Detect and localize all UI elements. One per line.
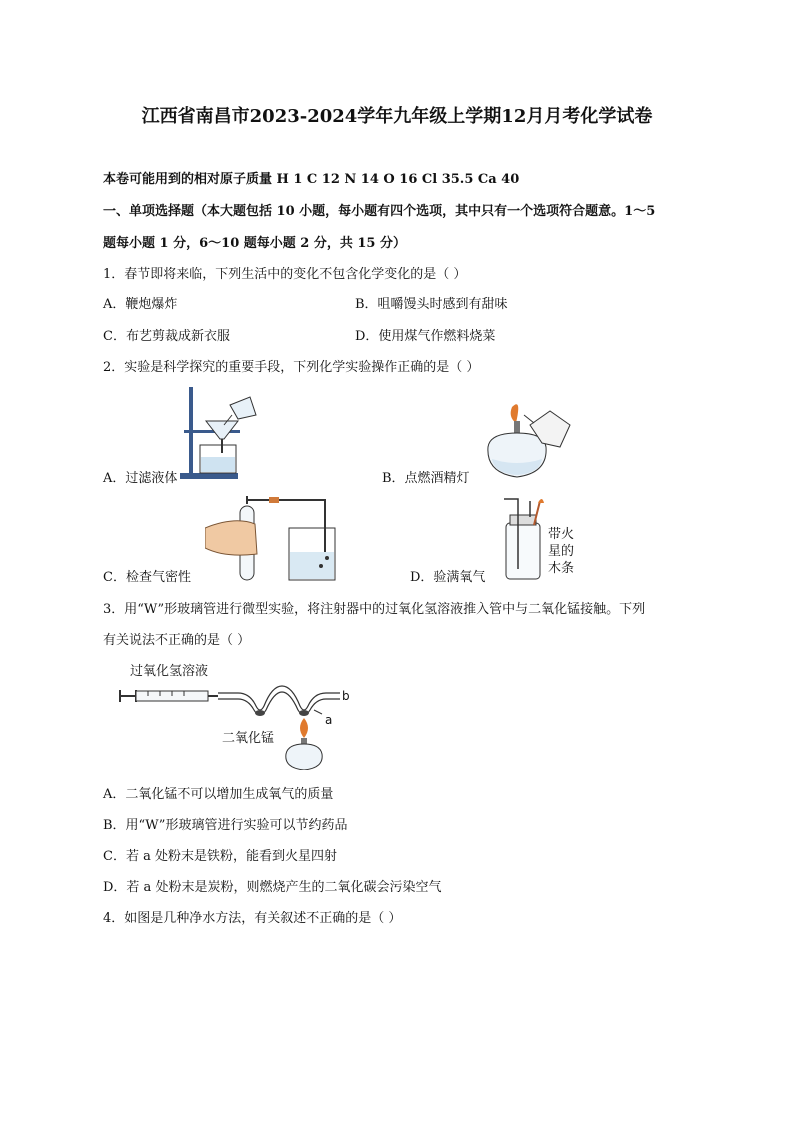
q1-option-d: D．使用煤气作燃料烧菜 <box>355 329 496 344</box>
hydrogen-peroxide-label: 过氧化氢溶液 <box>130 664 209 679</box>
q2-option-b: B．点燃酒精灯 <box>382 471 470 486</box>
glowing-splint-label-line2: 星的 <box>548 544 575 559</box>
q2-option-a: A．过滤液体 <box>103 471 178 486</box>
q2-stem: 2．实验是科学探究的重要手段，下列化学实验操作正确的是（ ） <box>103 360 480 375</box>
section-heading-line1: 一、单项选择题（本大题包括 10 小题，每小题有四个选项，其中只有一个选项符合题意。1～5 <box>103 204 656 219</box>
manganese-dioxide-label: 二氧化锰 <box>222 731 275 746</box>
page-title: 江西省南昌市2023-2024学年九年级上学期12月月考化学试卷 <box>141 106 653 127</box>
alcohol-lamp-figure <box>470 397 580 485</box>
q2-option-d: D．验满氧气 <box>410 570 486 585</box>
airtightness-check-figure <box>205 496 340 584</box>
q3-option-d: D．若 a 处粉末是炭粉，则燃烧产生的二氧化碳会污染空气 <box>103 880 442 895</box>
q1-option-c: C．布艺剪裁成新衣服 <box>103 329 230 344</box>
glowing-splint-label-line3: 木条 <box>548 561 575 576</box>
glowing-splint-label-line1: 带火 <box>548 527 575 542</box>
q2-option-c: C．检查气密性 <box>103 570 191 585</box>
atomic-mass-note: 本卷可能用到的相对原子质量 H 1 C 12 N 14 O 16 Cl 35.5 Ca 40 <box>103 172 520 187</box>
q3-stem-line1: 3．用“W”形玻璃管进行微型实验，将注射器中的过氧化氢溶液推入管中与二氧化锰接触。下列 <box>103 602 646 617</box>
q1-stem: 1．春节即将来临，下列生活中的变化不包含化学变化的是（ ） <box>103 267 467 282</box>
oxygen-full-check-figure <box>490 495 550 583</box>
w-tube-apparatus-figure <box>118 680 348 770</box>
section-heading-line2: 题每小题 1 分，6～10 题每小题 2 分，共 15 分） <box>103 236 406 251</box>
filtration-apparatus-figure <box>180 385 270 485</box>
q1-option-a: A．鞭炮爆炸 <box>103 297 178 312</box>
position-b-label: b <box>342 689 350 703</box>
q4-stem: 4．如图是几种净水方法，有关叙述不正确的是（ ） <box>103 911 402 926</box>
q3-option-a: A．二氧化锰不可以增加生成氧气的质量 <box>103 787 334 802</box>
q3-option-c: C．若 a 处粉末是铁粉，能看到火星四射 <box>103 849 337 864</box>
position-a-label: a <box>325 713 333 727</box>
q3-stem-line2: 有关说法不正确的是（ ） <box>103 633 251 648</box>
q3-option-b: B．用“W”形玻璃管进行实验可以节约药品 <box>103 818 348 833</box>
q1-option-b: B．咀嚼馒头时感到有甜味 <box>355 297 508 312</box>
